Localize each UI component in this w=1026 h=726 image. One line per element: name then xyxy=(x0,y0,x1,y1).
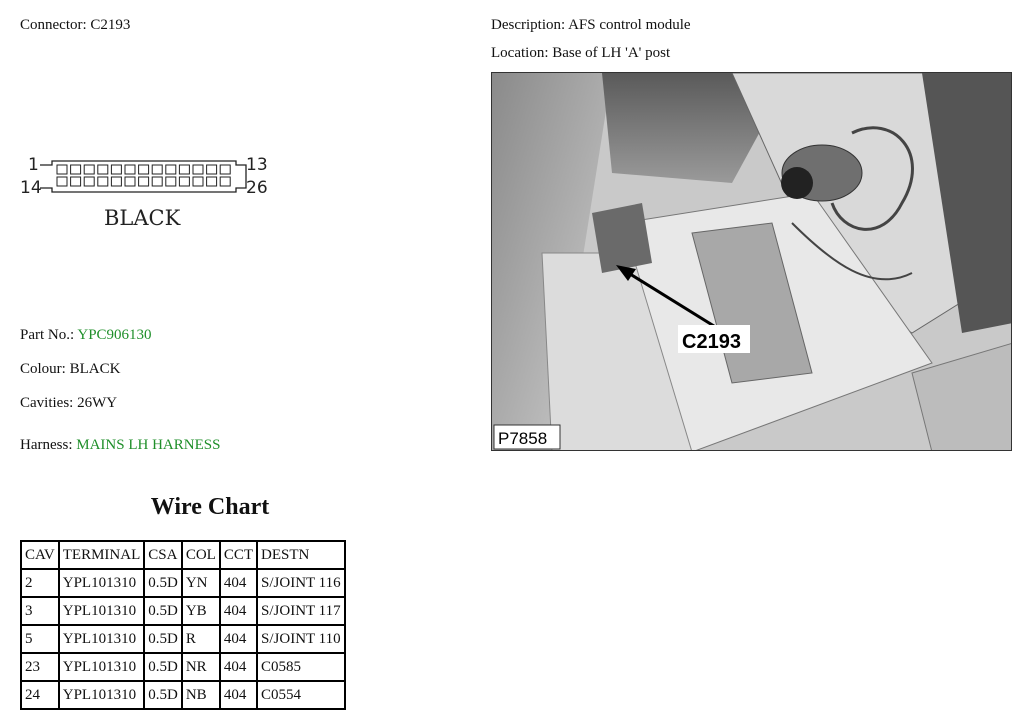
connector-colour-label: BLACK xyxy=(104,206,181,230)
connector-value: C2193 xyxy=(90,17,131,33)
cell-csa: 0.5D xyxy=(144,625,182,653)
pin-14-label: 14 xyxy=(20,178,42,198)
pin-cavity xyxy=(111,177,121,186)
cell-csa: 0.5D xyxy=(144,569,182,597)
connector-diagram xyxy=(18,150,278,240)
cell-cct: 404 xyxy=(220,597,257,625)
pin-cavity xyxy=(193,165,203,174)
description-value: AFS control module xyxy=(568,17,691,33)
cell-cct: 404 xyxy=(220,625,257,653)
colour-line xyxy=(20,361,120,378)
location-line xyxy=(491,45,670,62)
harness-label: Harness: xyxy=(20,437,73,453)
cell-csa: 0.5D xyxy=(144,653,182,681)
cell-terminal: YPL101310 xyxy=(59,625,145,653)
pin-cavity xyxy=(139,177,149,186)
cell-destn: S/JOINT 117 xyxy=(257,597,345,625)
cell-cav: 5 xyxy=(21,625,59,653)
cell-cct: 404 xyxy=(220,569,257,597)
pin-cavity xyxy=(179,165,189,174)
pin-cavity xyxy=(98,165,108,174)
pin-cavity xyxy=(71,177,81,186)
pin-cavity xyxy=(84,165,94,174)
cell-col: NR xyxy=(182,653,220,681)
pin-cavity xyxy=(125,177,135,186)
header-csa: CSA xyxy=(144,541,182,569)
cell-destn: S/JOINT 116 xyxy=(257,569,345,597)
cell-destn: C0585 xyxy=(257,653,345,681)
table-row xyxy=(21,597,345,625)
location-photo xyxy=(491,72,1012,451)
header-terminal: TERMINAL xyxy=(59,541,145,569)
cell-cct: 404 xyxy=(220,681,257,709)
cell-cav: 24 xyxy=(21,681,59,709)
harness-line xyxy=(20,437,220,454)
colour-value: BLACK xyxy=(69,361,121,377)
colour-label: Colour: xyxy=(20,361,66,377)
wire-chart-table xyxy=(20,540,346,710)
pin-cavity xyxy=(179,177,189,186)
cell-csa: 0.5D xyxy=(144,681,182,709)
pin-cavity xyxy=(125,165,135,174)
cell-csa: 0.5D xyxy=(144,597,182,625)
cavities-label: Cavities: xyxy=(20,395,74,411)
cell-cct: 404 xyxy=(220,653,257,681)
header-cav: CAV xyxy=(21,541,59,569)
pin-cavity xyxy=(111,165,121,174)
cavities-line xyxy=(20,395,117,412)
table-row xyxy=(21,653,345,681)
header-destn: DESTN xyxy=(257,541,345,569)
pin-26-label: 26 xyxy=(246,178,268,198)
pin-cavity xyxy=(98,177,108,186)
pin-1-label: 1 xyxy=(28,155,39,175)
pin-cavity xyxy=(193,177,203,186)
cell-cav: 3 xyxy=(21,597,59,625)
part-no-value[interactable]: YPC906130 xyxy=(77,327,152,343)
pin-cavity xyxy=(207,177,217,186)
table-header-row xyxy=(21,541,345,569)
part-no-label: Part No.: xyxy=(20,327,75,343)
cell-col: NB xyxy=(182,681,220,709)
cell-terminal: YPL101310 xyxy=(59,597,145,625)
pin-cavity xyxy=(220,177,230,186)
pin-cavity xyxy=(166,177,176,186)
description-line xyxy=(491,17,691,34)
cell-col: YB xyxy=(182,597,220,625)
cell-terminal: YPL101310 xyxy=(59,569,145,597)
table-row xyxy=(21,681,345,709)
cell-cav: 2 xyxy=(21,569,59,597)
connector-line xyxy=(20,17,130,34)
pin-cavity xyxy=(57,177,67,186)
part-no-line xyxy=(20,327,152,344)
table-row xyxy=(21,569,345,597)
cavities-value: 26WY xyxy=(77,395,118,411)
location-label: Location: xyxy=(491,45,549,61)
cell-destn: C0554 xyxy=(257,681,345,709)
pin-cavity xyxy=(166,165,176,174)
pin-cavity xyxy=(84,177,94,186)
cell-col: YN xyxy=(182,569,220,597)
pin-cavity xyxy=(152,177,162,186)
pin-13-label: 13 xyxy=(246,155,268,175)
photo-callout-label: C2193 xyxy=(682,331,741,353)
cell-cav: 23 xyxy=(21,653,59,681)
pin-cavity xyxy=(57,165,67,174)
location-value: Base of LH 'A' post xyxy=(552,45,671,61)
harness-value[interactable]: MAINS LH HARNESS xyxy=(76,437,221,453)
cell-terminal: YPL101310 xyxy=(59,681,145,709)
photo-reference-label: P7858 xyxy=(498,429,548,448)
header-cct: CCT xyxy=(220,541,257,569)
pin-cavity xyxy=(220,165,230,174)
connector-label: Connector: xyxy=(20,17,87,33)
pin-cavity xyxy=(139,165,149,174)
pin-cavity xyxy=(71,165,81,174)
wire-chart-title: Wire Chart xyxy=(150,494,270,520)
description-label: Description: xyxy=(491,17,566,33)
cell-col: R xyxy=(182,625,220,653)
pin-cavity xyxy=(152,165,162,174)
header-col: COL xyxy=(182,541,220,569)
cell-terminal: YPL101310 xyxy=(59,653,145,681)
pin-cavity xyxy=(207,165,217,174)
cell-destn: S/JOINT 110 xyxy=(257,625,345,653)
table-row xyxy=(21,625,345,653)
